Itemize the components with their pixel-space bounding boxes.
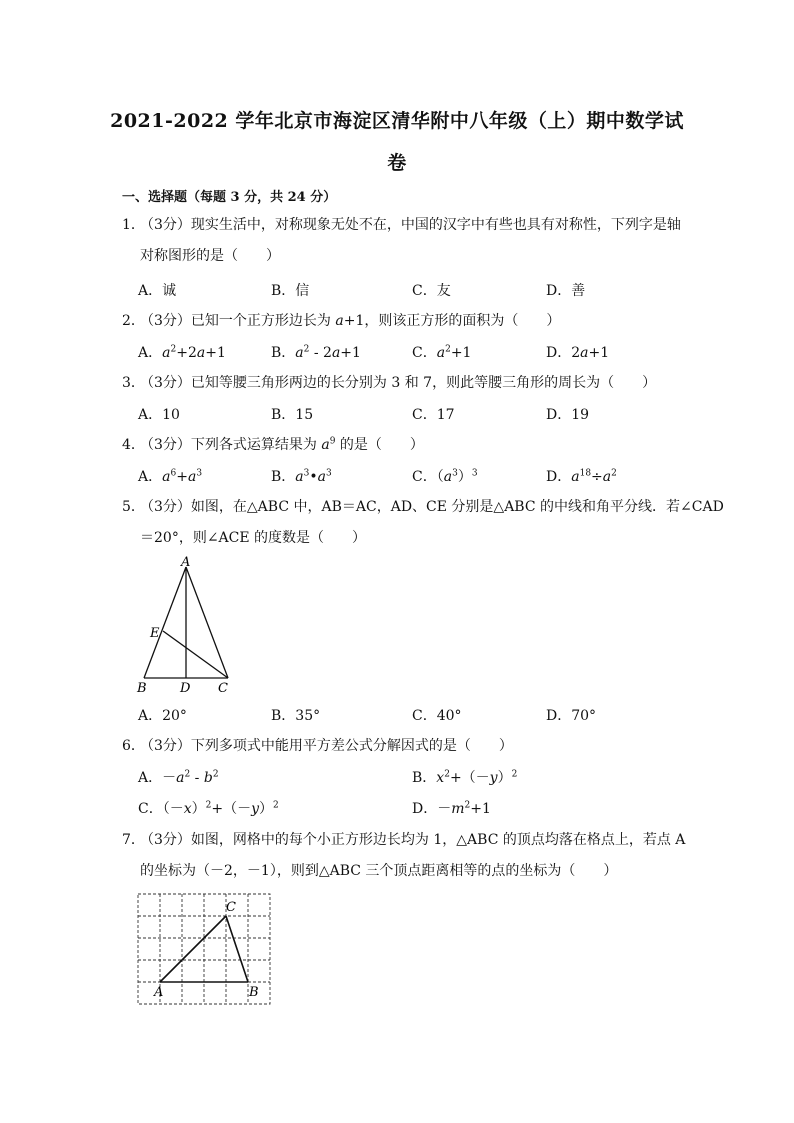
triangle-figure xyxy=(130,555,240,695)
question-number: 2． xyxy=(122,313,145,329)
question-text: （3分）下列多项式中能用平方差公式分解因式的是（ ） xyxy=(140,738,513,754)
option-c: C．40° xyxy=(412,708,462,724)
option-a: A．$a^2+2a+1$ xyxy=(138,344,226,361)
option-d: D．19 xyxy=(546,407,590,423)
variable-a: a xyxy=(335,313,344,329)
side-ab xyxy=(144,567,186,678)
option-a: A．$a^6+a^3$ xyxy=(138,468,203,485)
label-a: A xyxy=(154,985,164,1000)
question-number: 6． xyxy=(122,738,145,754)
label-b: B xyxy=(249,985,259,1000)
page-title-continued: 卷 xyxy=(387,152,407,174)
option-c: C．友 xyxy=(412,283,451,299)
question-1-options xyxy=(138,280,698,300)
option-a: A．诚 xyxy=(138,283,177,299)
option-d: D．$-m^2+1$ xyxy=(412,800,491,817)
option-b: B．15 xyxy=(271,407,314,423)
side-ac xyxy=(186,567,228,678)
question-text-end: +1，则该正方形的面积为（ ） xyxy=(343,313,561,329)
option-b: B．$a^3•a^3$ xyxy=(271,468,332,485)
question-4: 4．（3分）下列各式运算结果为 $a^9$ 的是（ ） xyxy=(122,436,424,453)
question-text: （3分）如图，在△ABC 中，AB＝AC，AD、CE 分别是△ABC 的中线和角平分线．若∠CAD xyxy=(140,499,724,515)
question-text: （3分）已知等腰三角形两边的长分别为 3 和 7，则此等腰三角形的周长为（ ） xyxy=(140,375,657,391)
question-4-options xyxy=(138,466,698,486)
question-1 xyxy=(122,215,681,235)
question-7 xyxy=(122,830,685,850)
question-3 xyxy=(122,373,656,393)
question-2-options xyxy=(138,342,698,362)
option-a: A．20° xyxy=(138,708,187,724)
question-2 xyxy=(122,311,560,331)
question-number: 5． xyxy=(122,499,145,515)
page-title: 2021-2022 学年北京市海淀区清华附中八年级（上）期中数学试 xyxy=(110,110,684,132)
option-b: B．$x^2+(-y)^2$ xyxy=(412,769,518,786)
question-text: （3分）已知一个正方形边长为 xyxy=(140,313,336,329)
option-c: C．$(-x)^2+(-y)^2$ xyxy=(138,800,279,817)
option-a: A．$-a^2 - b^2$ xyxy=(138,769,219,786)
question-6-options-row1 xyxy=(138,767,698,787)
question-number: 4． xyxy=(122,437,145,453)
option-c: C．17 xyxy=(412,407,455,423)
label-c: C xyxy=(226,900,236,915)
option-c: C．$a^2+1$ xyxy=(412,344,472,361)
label-b: B xyxy=(137,681,147,695)
question-1-line2: 对称图形的是（ ） xyxy=(140,248,280,264)
question-number: 7． xyxy=(122,832,145,848)
question-3-options xyxy=(138,404,698,424)
option-b: B．35° xyxy=(271,708,321,724)
option-a: A．10 xyxy=(138,407,180,423)
question-5-options xyxy=(138,705,698,725)
option-b: B．信 xyxy=(271,283,310,299)
option-d: D．善 xyxy=(546,283,586,299)
question-text: （3分）如图，网格中的每个小正方形边长均为 1，△ABC 的顶点均落在格点上，若点 A xyxy=(140,832,686,848)
bisector-ce xyxy=(163,631,228,678)
option-d: D．70° xyxy=(546,708,597,724)
section-heading: 一、选择题（每题 3 分，共 24 分） xyxy=(122,190,337,205)
question-number: 1． xyxy=(122,217,145,233)
question-5 xyxy=(122,497,724,517)
label-e: E xyxy=(150,626,160,641)
option-b: B．$a^2 - 2a+1$ xyxy=(271,344,361,361)
question-5-line2: ＝20°，则∠ACE 的度数是（ ） xyxy=(140,530,367,546)
label-d: D xyxy=(180,681,191,695)
option-d: D．$a^{18}\div a^2$ xyxy=(546,468,617,485)
label-a: A xyxy=(181,555,191,570)
question-number: 3． xyxy=(122,375,145,391)
question-6-options-row2 xyxy=(138,798,698,818)
question-6 xyxy=(122,736,513,756)
question-7-line2: 的坐标为（－2，－1），则到△ABC 三个顶点距离相等的点的坐标为（ ） xyxy=(140,863,618,879)
option-d: D．2a+1 xyxy=(546,345,610,361)
option-c: C．$(a^3)^3$ xyxy=(412,468,478,485)
question-text-end: 的是（ ） xyxy=(335,437,424,453)
grid-figure xyxy=(130,888,280,1013)
label-c: C xyxy=(218,681,228,695)
question-text: （3分）下列各式运算结果为 xyxy=(140,437,322,453)
question-text: （3分）现实生活中，对称现象无处不在，中国的汉字中有些也具有对称性，下列字是轴 xyxy=(140,217,681,233)
